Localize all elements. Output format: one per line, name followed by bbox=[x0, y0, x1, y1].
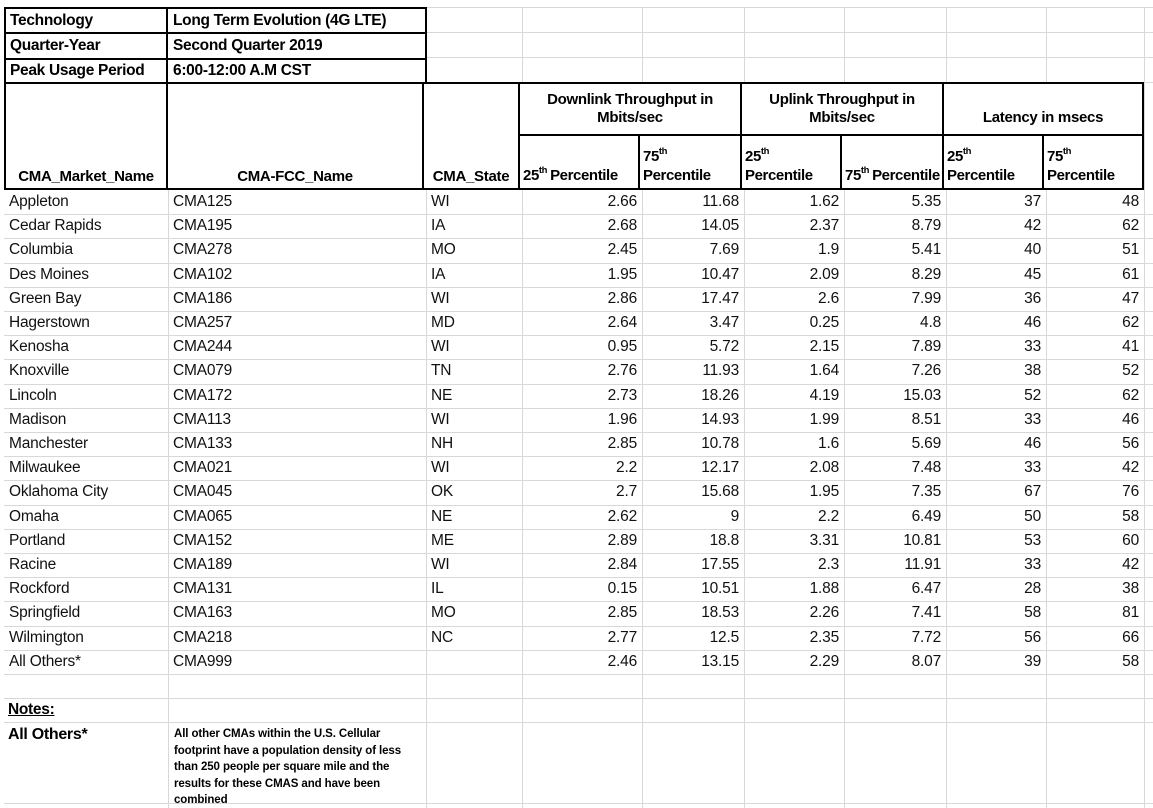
cell-dl25: 2.45 bbox=[607, 241, 637, 259]
downlink-75th-percentile-header: 75th Percentile bbox=[643, 146, 711, 184]
cell-state: WI bbox=[431, 193, 450, 210]
quarter-year-value: Second Quarter 2019 bbox=[173, 36, 323, 54]
cell-lat75: 81 bbox=[1122, 604, 1139, 622]
latency-group-label: Latency in msecs bbox=[944, 84, 1142, 136]
grid-hline bbox=[426, 32, 1153, 33]
header-group-uplink bbox=[742, 84, 944, 188]
cell-lat75: 60 bbox=[1122, 531, 1139, 549]
cell-lat25: 46 bbox=[1024, 435, 1041, 452]
cell-dl75: 12.5 bbox=[709, 628, 739, 646]
cell-lat25: 42 bbox=[1024, 217, 1041, 235]
cell-market: Hagerstown bbox=[9, 314, 90, 331]
header-cma-state: CMA_State bbox=[424, 84, 520, 188]
cell-lat75: 48 bbox=[1122, 193, 1139, 210]
cell-ul75: 6.49 bbox=[911, 507, 941, 525]
cell-ul25: 2.15 bbox=[809, 338, 839, 356]
cell-dl75: 18.8 bbox=[709, 531, 739, 549]
uplink-subheaders bbox=[742, 136, 942, 188]
cell-ul25: 2.08 bbox=[809, 459, 839, 477]
cell-lat25: 33 bbox=[1024, 410, 1041, 428]
cell-dl75: 17.47 bbox=[701, 289, 739, 307]
cell-dl75: 14.05 bbox=[701, 217, 739, 235]
info-row-technology bbox=[6, 9, 425, 34]
cell-ul25: 2.09 bbox=[809, 265, 839, 283]
cell-state: WI bbox=[431, 459, 450, 477]
grid-hline bbox=[426, 7, 1153, 8]
cell-ul75: 5.41 bbox=[911, 241, 941, 259]
cell-dl75: 7.69 bbox=[709, 241, 739, 259]
cell-lat25: 52 bbox=[1024, 386, 1041, 404]
cell-lat75: 61 bbox=[1122, 265, 1139, 283]
cell-market: Rockford bbox=[9, 580, 70, 598]
cell-dl25: 1.96 bbox=[607, 410, 637, 428]
cell-state: WI bbox=[431, 338, 450, 356]
cell-fcc: CMA189 bbox=[173, 556, 233, 573]
cell-market: Wilmington bbox=[9, 628, 84, 646]
cell-fcc: CMA152 bbox=[173, 531, 233, 549]
cell-ul25: 2.3 bbox=[818, 556, 839, 573]
peak-usage-label: Peak Usage Period bbox=[6, 60, 168, 83]
cell-market: Omaha bbox=[9, 507, 59, 525]
cell-lat25: 33 bbox=[1024, 338, 1041, 356]
cell-state: NC bbox=[431, 628, 453, 646]
cell-state: OK bbox=[431, 483, 453, 501]
cell-state: NE bbox=[431, 386, 453, 404]
grid-hline bbox=[426, 57, 1153, 58]
cell-ul75: 5.35 bbox=[911, 193, 941, 210]
cell-dl25: 2.89 bbox=[607, 531, 637, 549]
grid-hline bbox=[4, 674, 1153, 675]
cell-fcc: CMA131 bbox=[173, 580, 233, 598]
cell-dl25: 2.7 bbox=[616, 483, 637, 501]
cell-dl25: 2.77 bbox=[607, 628, 637, 646]
cell-lat25: 33 bbox=[1024, 556, 1041, 573]
cell-fcc: CMA045 bbox=[173, 483, 233, 501]
cell-fcc: CMA163 bbox=[173, 604, 233, 622]
cell-fcc: CMA021 bbox=[173, 459, 233, 477]
cell-ul75: 7.72 bbox=[911, 628, 941, 646]
downlink-group-label: Downlink Throughput in Mbits/sec bbox=[520, 84, 740, 136]
cell-ul75: 6.47 bbox=[911, 580, 941, 598]
cell-ul25: 4.19 bbox=[809, 386, 839, 404]
cell-state: WI bbox=[431, 410, 450, 428]
technology-label: Technology bbox=[6, 9, 168, 32]
cell-ul75: 15.03 bbox=[903, 386, 941, 404]
header-cma-fcc-name: CMA-FCC_Name bbox=[168, 84, 424, 188]
cell-ul75: 11.91 bbox=[904, 556, 941, 573]
header-group-latency bbox=[944, 84, 1142, 188]
cell-lat25: 40 bbox=[1024, 241, 1041, 259]
cell-market: Lincoln bbox=[9, 386, 57, 404]
info-row-quarter bbox=[6, 34, 425, 59]
cell-fcc: CMA244 bbox=[173, 338, 233, 356]
cell-dl25: 1.95 bbox=[607, 265, 637, 283]
cell-dl75: 10.51 bbox=[701, 580, 739, 598]
cell-lat75: 47 bbox=[1122, 289, 1139, 307]
cell-dl75: 17.55 bbox=[701, 556, 739, 573]
cell-state: MO bbox=[431, 241, 456, 259]
cell-fcc: CMA999 bbox=[173, 652, 233, 670]
cell-lat25: 50 bbox=[1024, 507, 1041, 525]
cell-dl25: 2.64 bbox=[607, 314, 637, 331]
cell-dl25: 2.66 bbox=[607, 193, 637, 210]
cell-state: WI bbox=[431, 289, 450, 307]
cell-ul75: 8.51 bbox=[911, 410, 941, 428]
cell-dl75: 14.93 bbox=[701, 410, 739, 428]
cell-ul75: 7.48 bbox=[911, 459, 941, 477]
cell-dl75: 11.68 bbox=[702, 193, 739, 210]
cell-lat75: 56 bbox=[1122, 435, 1139, 452]
cell-ul25: 2.26 bbox=[809, 604, 839, 622]
cell-market: Portland bbox=[9, 531, 66, 549]
cell-market: Knoxville bbox=[9, 362, 70, 380]
uplink-group-label: Uplink Throughput in Mbits/sec bbox=[742, 84, 942, 136]
cell-dl75: 12.17 bbox=[701, 459, 739, 477]
cell-lat75: 66 bbox=[1122, 628, 1139, 646]
cell-dl75: 11.93 bbox=[702, 362, 739, 380]
cell-lat25: 53 bbox=[1024, 531, 1041, 549]
table-header bbox=[4, 82, 1144, 190]
cell-dl25: 0.95 bbox=[607, 338, 637, 356]
cell-dl25: 2.2 bbox=[616, 459, 637, 477]
cell-state: TN bbox=[431, 362, 452, 380]
cell-ul75: 5.69 bbox=[911, 435, 941, 452]
cell-market: Green Bay bbox=[9, 289, 82, 307]
cell-state: IA bbox=[431, 217, 446, 235]
cell-dl75: 5.72 bbox=[709, 338, 739, 356]
peak-usage-value: 6:00-12:00 A.M CST bbox=[173, 62, 311, 80]
cell-fcc: CMA278 bbox=[173, 241, 233, 259]
cell-market: Cedar Rapids bbox=[9, 217, 102, 235]
latency-subheaders bbox=[944, 136, 1142, 188]
cell-ul25: 2.37 bbox=[809, 217, 839, 235]
cell-market: Madison bbox=[9, 410, 67, 428]
cell-lat75: 51 bbox=[1122, 241, 1139, 259]
grid-hline bbox=[4, 722, 1153, 723]
cell-ul25: 3.31 bbox=[809, 531, 839, 549]
cell-lat25: 45 bbox=[1024, 265, 1041, 283]
cell-dl75: 10.47 bbox=[701, 265, 739, 283]
cell-lat25: 67 bbox=[1024, 483, 1041, 501]
cell-fcc: CMA186 bbox=[173, 289, 233, 307]
cell-lat25: 33 bbox=[1024, 459, 1041, 477]
header-group-downlink bbox=[520, 84, 742, 188]
uplink-75th-percentile-header: 75th Percentile bbox=[845, 165, 940, 184]
cell-dl25: 0.15 bbox=[607, 580, 637, 598]
notes-title: Notes: bbox=[8, 701, 55, 718]
cell-ul25: 0.25 bbox=[809, 314, 839, 331]
cell-market: Appleton bbox=[9, 193, 69, 210]
notes-text: All other CMAs within the U.S. Cellular footprint have a population density of less than 250 people per square mile and the results for these CMAS and have been combined bbox=[174, 728, 401, 806]
cell-ul75: 4.8 bbox=[920, 314, 941, 331]
cell-lat75: 58 bbox=[1122, 652, 1139, 670]
cell-dl25: 2.86 bbox=[607, 289, 637, 307]
cell-fcc: CMA218 bbox=[173, 628, 233, 646]
cell-ul25: 2.35 bbox=[809, 628, 839, 646]
cell-dl25: 2.84 bbox=[607, 556, 637, 573]
cell-market: All Others* bbox=[9, 652, 81, 670]
quarter-year-label: Quarter-Year bbox=[6, 34, 168, 57]
cell-state: NH bbox=[431, 435, 453, 452]
cell-state: MD bbox=[431, 314, 455, 331]
cell-state: WI bbox=[431, 556, 450, 573]
cell-ul75: 8.79 bbox=[911, 217, 941, 235]
technology-value: Long Term Evolution (4G LTE) bbox=[173, 11, 387, 29]
cell-fcc: CMA172 bbox=[173, 386, 233, 404]
cell-state: ME bbox=[431, 531, 454, 549]
cell-ul75: 7.99 bbox=[911, 289, 941, 307]
cell-ul25: 2.2 bbox=[818, 507, 839, 525]
cell-dl25: 2.76 bbox=[607, 362, 637, 380]
cell-lat75: 46 bbox=[1122, 410, 1139, 428]
cell-fcc: CMA195 bbox=[173, 217, 233, 235]
report-info-box bbox=[4, 7, 427, 85]
cell-lat75: 41 bbox=[1122, 338, 1139, 356]
cell-ul25: 1.9 bbox=[818, 241, 839, 259]
cell-lat25: 28 bbox=[1024, 580, 1041, 598]
cell-dl25: 2.85 bbox=[607, 435, 637, 452]
cell-ul25: 1.62 bbox=[809, 193, 839, 210]
cell-fcc: CMA133 bbox=[173, 435, 233, 452]
latency-75th-percentile-header: 75th Percentile bbox=[1047, 146, 1115, 184]
cell-lat75: 62 bbox=[1122, 314, 1139, 331]
cell-ul25: 1.88 bbox=[809, 580, 839, 598]
cell-lat75: 42 bbox=[1122, 556, 1139, 573]
cell-market: Oklahoma City bbox=[9, 483, 109, 501]
cell-lat25: 56 bbox=[1024, 628, 1041, 646]
cell-fcc: CMA065 bbox=[173, 507, 233, 525]
cell-market: Manchester bbox=[9, 435, 88, 452]
cell-ul75: 7.41 bbox=[911, 604, 941, 622]
cell-ul75: 8.29 bbox=[911, 265, 941, 283]
cell-lat25: 38 bbox=[1024, 362, 1041, 380]
cell-ul75: 7.26 bbox=[911, 362, 941, 380]
grid-hline bbox=[4, 698, 1153, 699]
cell-ul75: 7.89 bbox=[911, 338, 941, 356]
cell-fcc: CMA079 bbox=[173, 362, 233, 380]
cell-ul25: 1.64 bbox=[809, 362, 839, 380]
cell-fcc: CMA257 bbox=[173, 314, 233, 331]
cell-state: NE bbox=[431, 507, 453, 525]
cell-ul25: 1.99 bbox=[809, 410, 839, 428]
cell-state: MO bbox=[431, 604, 456, 622]
cell-ul75: 7.35 bbox=[911, 483, 941, 501]
cell-market: Des Moines bbox=[9, 265, 89, 283]
cell-dl25: 2.85 bbox=[607, 604, 637, 622]
cell-fcc: CMA113 bbox=[173, 410, 231, 428]
cell-market: Racine bbox=[9, 556, 57, 573]
notes-term-all-others: All Others* bbox=[8, 726, 88, 743]
cell-lat25: 58 bbox=[1024, 604, 1041, 622]
cell-dl75: 18.26 bbox=[701, 386, 739, 404]
cell-lat25: 37 bbox=[1024, 193, 1041, 210]
cell-ul75: 8.07 bbox=[911, 652, 941, 670]
cell-dl25: 2.46 bbox=[607, 652, 637, 670]
cell-market: Milwaukee bbox=[9, 459, 81, 477]
cell-dl75: 13.15 bbox=[701, 652, 739, 670]
cell-lat75: 62 bbox=[1122, 386, 1139, 404]
cell-dl75: 10.78 bbox=[701, 435, 739, 452]
cell-dl75: 15.68 bbox=[701, 483, 739, 501]
downlink-25th-percentile-header: 25th Percentile bbox=[520, 136, 640, 188]
downlink-subheaders bbox=[520, 136, 740, 188]
cell-fcc: CMA102 bbox=[173, 265, 233, 283]
latency-25th-percentile-header: 25th Percentile bbox=[944, 136, 1044, 188]
cell-ul25: 1.95 bbox=[809, 483, 839, 501]
cell-lat75: 76 bbox=[1122, 483, 1139, 501]
info-row-peak-usage bbox=[6, 60, 425, 83]
cell-dl75: 18.53 bbox=[701, 604, 739, 622]
cell-state bbox=[426, 650, 522, 674]
cell-lat75: 62 bbox=[1122, 217, 1139, 235]
cell-ul25: 2.6 bbox=[818, 289, 839, 307]
cell-ul25: 1.6 bbox=[818, 435, 839, 452]
cell-market: Kenosha bbox=[9, 338, 69, 356]
cell-lat75: 52 bbox=[1122, 362, 1139, 380]
cell-dl75: 9 bbox=[730, 507, 739, 525]
cell-market: Springfield bbox=[9, 604, 81, 622]
cell-dl75: 3.47 bbox=[709, 314, 739, 331]
cell-lat75: 38 bbox=[1122, 580, 1139, 598]
uplink-25th-percentile-header: 25th Percentile bbox=[742, 136, 842, 188]
cell-dl25: 2.68 bbox=[607, 217, 637, 235]
cell-lat75: 42 bbox=[1122, 459, 1139, 477]
cell-dl25: 2.73 bbox=[607, 386, 637, 404]
cell-state: IA bbox=[431, 265, 446, 283]
cell-ul75: 10.81 bbox=[903, 531, 941, 549]
cell-ul25: 2.29 bbox=[809, 652, 839, 670]
cell-fcc: CMA125 bbox=[173, 193, 233, 210]
cell-dl25: 2.62 bbox=[607, 507, 637, 525]
cell-market: Columbia bbox=[9, 241, 73, 259]
cell-lat75: 58 bbox=[1122, 507, 1139, 525]
cell-state: IL bbox=[431, 580, 444, 598]
cell-lat25: 39 bbox=[1024, 652, 1041, 670]
cell-lat25: 46 bbox=[1024, 314, 1041, 331]
header-cma-market-name: CMA_Market_Name bbox=[6, 84, 168, 188]
cell-lat25: 36 bbox=[1024, 289, 1041, 307]
